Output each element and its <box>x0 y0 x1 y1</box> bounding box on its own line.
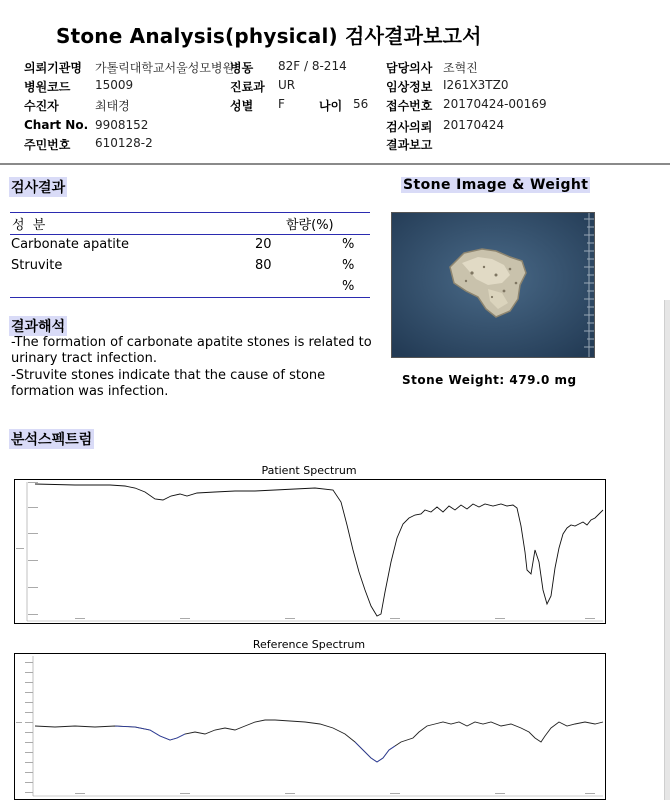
interpretation-line-1: -The formation of carbonate apatite stones is related to urinary tract infection. <box>11 335 372 366</box>
result-row-2-value: 80 <box>255 258 272 273</box>
table-header-rule <box>10 234 370 235</box>
clinical-label: 임상정보 <box>386 80 433 94</box>
ward-label: 병동 <box>230 61 254 75</box>
patient-spectrum-plot <box>15 480 605 623</box>
header-divider <box>0 163 670 165</box>
result-row-2-unit: % <box>342 258 355 273</box>
table-top-rule <box>10 212 370 213</box>
doctor-label: 담당의사 <box>386 61 433 75</box>
vertical-scrollbar[interactable] <box>664 300 670 800</box>
accession-label: 접수번호 <box>386 99 433 113</box>
age-value: 56 <box>353 97 369 111</box>
stone-photo-graphic <box>392 213 594 357</box>
institution-value: 가톨릭대학교서울성모병원 <box>95 61 235 75</box>
report-title: Stone Analysis(physical) 검사결과보고서 <box>56 24 482 48</box>
patient-spectrum-title: Patient Spectrum <box>261 464 357 477</box>
reference-spectrum-chart <box>14 653 606 800</box>
component-column-header: 성 분 <box>12 218 48 233</box>
reference-spectrum-title: Reference Spectrum <box>252 638 366 651</box>
result-row-1-value: 20 <box>255 237 272 252</box>
result-row-1-name: Carbonate apatite <box>11 237 130 252</box>
patient-spectrum-chart <box>14 479 606 624</box>
stone-image-heading: Stone Image & Weight <box>403 177 589 193</box>
spectrum-heading: 분석스펙트럼 <box>9 429 94 449</box>
stone-weight: Stone Weight: 479.0 mg <box>402 373 577 387</box>
interpretation-heading: 결과해석 <box>9 316 67 336</box>
result-row-3-unit: % <box>342 279 355 294</box>
request-value: 20170424 <box>443 118 505 132</box>
resident-label: 주민번호 <box>24 138 71 152</box>
content-column-header: 함량(%) <box>286 218 334 233</box>
sex-label: 성별 <box>230 99 254 113</box>
results-heading: 검사결과 <box>9 177 67 197</box>
dept-value: UR <box>278 78 296 92</box>
hospital-code-value: 15009 <box>95 78 134 92</box>
ward-value: 82F / 8-214 <box>278 59 347 73</box>
institution-label: 의뢰기관명 <box>24 61 82 75</box>
chart-value: 9908152 <box>95 118 149 132</box>
result-row-2-name: Struvite <box>11 258 63 273</box>
resident-value: 610128-2 <box>95 136 153 150</box>
table-bottom-rule <box>10 297 370 298</box>
chart-label: Chart No. <box>24 118 89 132</box>
interpretation-line-2: -Struvite stones indicate that the cause of stone formation was infection. <box>11 368 326 399</box>
result-report-label: 결과보고 <box>386 138 433 152</box>
result-row-1-unit: % <box>342 237 355 252</box>
accession-value: 20170424-00169 <box>443 97 547 111</box>
sex-value: F <box>278 97 285 111</box>
stone-photo <box>391 212 595 358</box>
request-label: 검사의뢰 <box>386 120 433 134</box>
patient-label: 수진자 <box>24 99 59 113</box>
patient-value: 최태경 <box>95 99 130 113</box>
age-label: 나이 <box>319 99 343 113</box>
reference-spectrum-plot <box>15 654 605 799</box>
clinical-value: I261X3TZ0 <box>443 78 509 92</box>
hospital-code-label: 병원코드 <box>24 80 71 94</box>
dept-label: 진료과 <box>230 80 265 94</box>
doctor-value: 조혁진 <box>443 61 478 75</box>
